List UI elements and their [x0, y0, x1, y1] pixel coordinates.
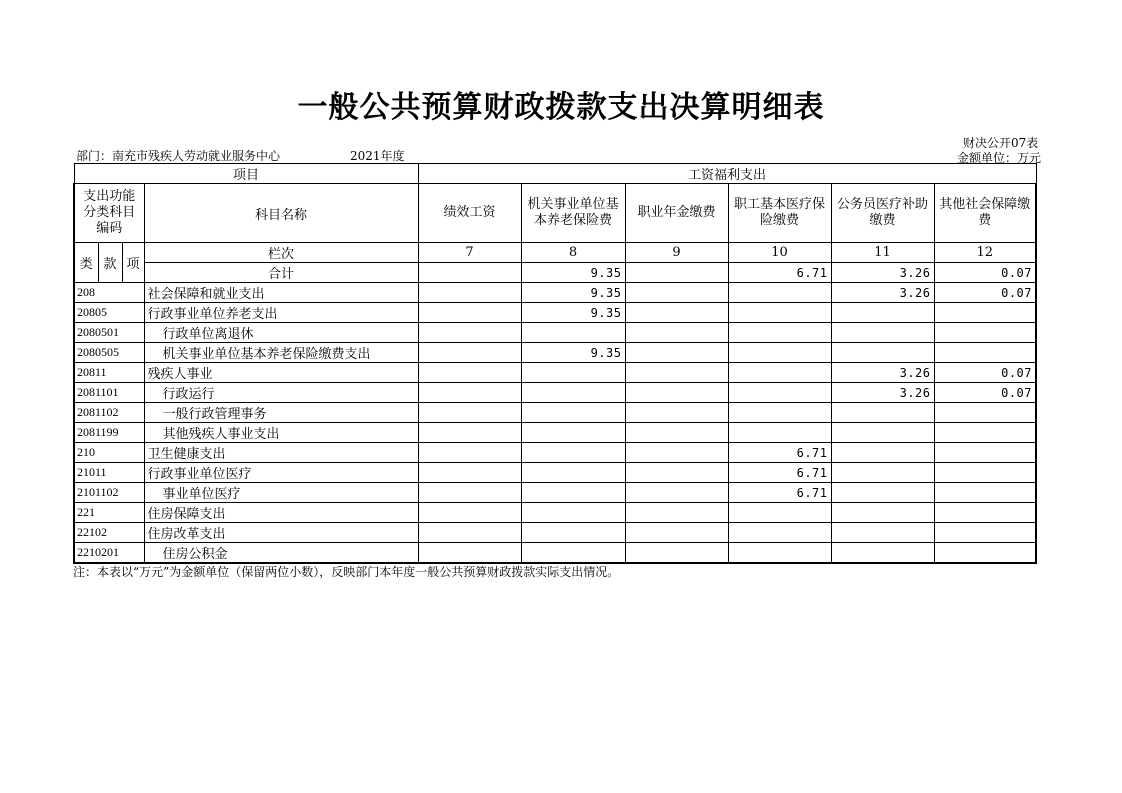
amount-cell: 6.71 — [728, 443, 831, 463]
subject-name: 卫生健康支出 — [144, 443, 418, 463]
amount-cell — [418, 483, 521, 503]
subject-name: 事业单位医疗 — [144, 483, 418, 503]
table-row — [74, 503, 1036, 523]
project-header: 项目 — [74, 164, 418, 184]
subject-name: 住房公积金 — [144, 543, 418, 564]
subject-code: 20811 — [74, 363, 144, 383]
column-header-2: 机关事业单位基本养老保险费 — [521, 184, 625, 243]
amount-cell — [728, 323, 831, 343]
subject-code: 2081101 — [74, 383, 144, 403]
amount-cell: 9.35 — [521, 343, 625, 363]
amount-cell: 9.35 — [521, 303, 625, 323]
amount-cell — [728, 523, 831, 543]
col-number-9: 9 — [625, 243, 728, 263]
subject-name: 机关事业单位基本养老保险缴费支出 — [144, 343, 418, 363]
col-number-10: 10 — [728, 243, 831, 263]
total-label: 合计 — [144, 263, 418, 283]
amount-cell — [934, 443, 1036, 463]
amount-cell — [728, 503, 831, 523]
amount-cell — [934, 403, 1036, 423]
amount-cell — [418, 423, 521, 443]
total-value: 9.35 — [521, 263, 625, 283]
kuan-header: 款 — [98, 243, 122, 283]
total-row — [74, 263, 1036, 283]
amount-cell — [728, 543, 831, 564]
amount-cell — [831, 423, 934, 443]
amount-cell — [831, 303, 934, 323]
table-row — [74, 523, 1036, 543]
total-value: 0.07 — [934, 263, 1036, 283]
amount-cell — [418, 303, 521, 323]
column-header-1: 绩效工资 — [418, 184, 521, 243]
col-number-8: 8 — [521, 243, 625, 263]
amount-cell — [625, 403, 728, 423]
table-row — [74, 543, 1036, 564]
lei-header: 类 — [74, 243, 98, 283]
col-number-7: 7 — [418, 243, 521, 263]
amount-cell — [728, 423, 831, 443]
col-number-11: 11 — [831, 243, 934, 263]
amount-cell — [625, 383, 728, 403]
amount-cell: 0.07 — [934, 383, 1036, 403]
unit-label: 金额单位：万元 — [957, 151, 1042, 165]
table-body — [74, 164, 1036, 564]
expenditure-table — [73, 163, 1037, 564]
total-value — [625, 263, 728, 283]
amount-cell — [625, 463, 728, 483]
amount-cell: 3.26 — [831, 283, 934, 303]
table-row — [74, 283, 1036, 303]
amount-cell — [625, 503, 728, 523]
subject-code: 21011 — [74, 463, 144, 483]
subject-name: 行政单位离退休 — [144, 323, 418, 343]
subject-name: 行政事业单位养老支出 — [144, 303, 418, 323]
amount-cell — [831, 523, 934, 543]
amount-cell — [521, 543, 625, 564]
lanci-row — [74, 243, 1036, 263]
amount-cell — [831, 483, 934, 503]
amount-cell — [934, 423, 1036, 443]
amount-cell: 3.26 — [831, 383, 934, 403]
amount-cell — [831, 403, 934, 423]
xiang-header: 项 — [122, 243, 144, 283]
subject-code: 2081102 — [74, 403, 144, 423]
amount-cell — [521, 523, 625, 543]
group-header: 工资福利支出 — [418, 164, 1036, 184]
amount-cell — [418, 443, 521, 463]
subject-code: 2080505 — [74, 343, 144, 363]
amount-cell — [521, 503, 625, 523]
amount-cell — [728, 303, 831, 323]
subject-code: 210 — [74, 443, 144, 463]
form-number: 财决公开07表 — [963, 136, 1039, 150]
subject-name: 一般行政管理事务 — [144, 403, 418, 423]
table-row — [74, 323, 1036, 343]
amount-cell — [625, 343, 728, 363]
column-header-4: 职工基本医疗保险缴费 — [728, 184, 831, 243]
amount-cell — [934, 323, 1036, 343]
amount-cell — [418, 383, 521, 403]
table-row — [74, 383, 1036, 403]
amount-cell — [625, 283, 728, 303]
amount-cell — [418, 463, 521, 483]
table-row — [74, 363, 1036, 383]
amount-cell — [625, 363, 728, 383]
amount-cell — [728, 343, 831, 363]
amount-cell — [728, 363, 831, 383]
amount-cell — [934, 343, 1036, 363]
amount-cell — [521, 463, 625, 483]
amount-cell — [625, 483, 728, 503]
table-row — [74, 483, 1036, 503]
table-row — [74, 423, 1036, 443]
subject-name: 住房保障支出 — [144, 503, 418, 523]
amount-cell — [625, 523, 728, 543]
table-row — [74, 463, 1036, 483]
table-row — [74, 343, 1036, 363]
amount-cell: 9.35 — [521, 283, 625, 303]
amount-cell — [934, 303, 1036, 323]
amount-cell — [521, 483, 625, 503]
table-row — [74, 303, 1036, 323]
total-value — [418, 263, 521, 283]
amount-cell — [934, 503, 1036, 523]
amount-cell: 0.07 — [934, 363, 1036, 383]
name-column-header: 科目名称 — [144, 184, 418, 243]
subject-code: 20805 — [74, 303, 144, 323]
column-header-6: 其他社会保障缴费 — [934, 184, 1036, 243]
amount-cell — [625, 423, 728, 443]
subject-name: 其他残疾人事业支出 — [144, 423, 418, 443]
amount-cell: 0.07 — [934, 283, 1036, 303]
lanci-label: 栏次 — [144, 243, 418, 263]
header-row-1 — [74, 164, 1036, 184]
amount-cell — [521, 363, 625, 383]
amount-cell — [418, 543, 521, 564]
amount-cell — [728, 383, 831, 403]
subject-code: 2081199 — [74, 423, 144, 443]
subject-name: 行政运行 — [144, 383, 418, 403]
subject-name: 残疾人事业 — [144, 363, 418, 383]
amount-cell — [831, 323, 934, 343]
subject-name: 社会保障和就业支出 — [144, 283, 418, 303]
column-header-3: 职业年金缴费 — [625, 184, 728, 243]
amount-cell — [418, 283, 521, 303]
amount-cell — [831, 463, 934, 483]
amount-cell — [728, 403, 831, 423]
col-number-12: 12 — [934, 243, 1036, 263]
amount-cell — [521, 323, 625, 343]
amount-cell — [831, 543, 934, 564]
code-column-header: 支出功能分类科目编码 — [74, 184, 144, 243]
amount-cell — [934, 523, 1036, 543]
amount-cell — [521, 383, 625, 403]
subject-code: 22102 — [74, 523, 144, 543]
amount-cell: 6.71 — [728, 463, 831, 483]
amount-cell — [521, 423, 625, 443]
amount-cell — [831, 343, 934, 363]
amount-cell — [418, 323, 521, 343]
subject-code: 221 — [74, 503, 144, 523]
subject-name: 行政事业单位医疗 — [144, 463, 418, 483]
table-row — [74, 443, 1036, 463]
subject-code: 2101102 — [74, 483, 144, 503]
amount-cell: 3.26 — [831, 363, 934, 383]
amount-cell — [418, 343, 521, 363]
footnote: 注：本表以“万元”为金额单位（保留两位小数），反映部门本年度一般公共预算财政拨款实际支出情况。 — [73, 565, 620, 579]
page-title: 一般公共预算财政拨款支出决算明细表 — [297, 90, 825, 125]
amount-cell — [418, 403, 521, 423]
amount-cell — [625, 323, 728, 343]
amount-cell — [418, 523, 521, 543]
amount-cell — [831, 443, 934, 463]
amount-cell — [934, 463, 1036, 483]
column-header-5: 公务员医疗补助缴费 — [831, 184, 934, 243]
amount-cell: 6.71 — [728, 483, 831, 503]
total-value: 6.71 — [728, 263, 831, 283]
subject-code: 208 — [74, 283, 144, 303]
department-label: 部门：南充市残疾人劳动就业服务中心 — [76, 149, 281, 163]
amount-cell — [934, 483, 1036, 503]
subject-code: 2210201 — [74, 543, 144, 564]
amount-cell — [728, 283, 831, 303]
amount-cell — [418, 363, 521, 383]
amount-cell — [625, 543, 728, 564]
amount-cell — [521, 403, 625, 423]
table-row — [74, 403, 1036, 423]
total-value: 3.26 — [831, 263, 934, 283]
amount-cell — [934, 543, 1036, 564]
amount-cell — [625, 443, 728, 463]
amount-cell — [418, 503, 521, 523]
subject-name: 住房改革支出 — [144, 523, 418, 543]
amount-cell — [831, 503, 934, 523]
year-label: 2021年度 — [350, 149, 405, 163]
header-row-2 — [74, 184, 1036, 243]
amount-cell — [625, 303, 728, 323]
subject-code: 2080501 — [74, 323, 144, 343]
amount-cell — [521, 443, 625, 463]
